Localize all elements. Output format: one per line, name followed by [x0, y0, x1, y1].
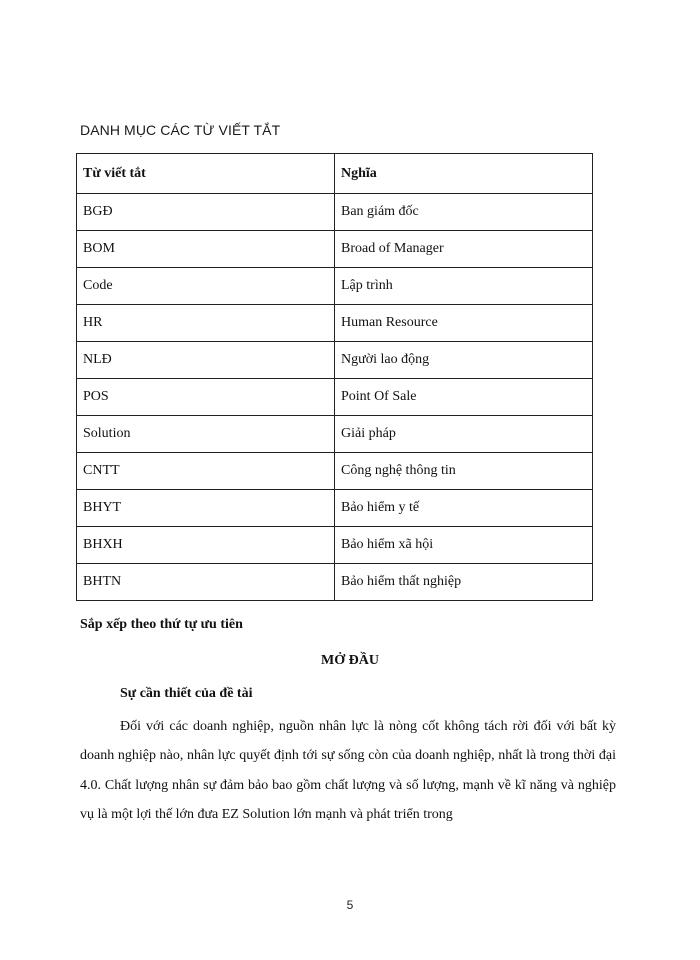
- subsection-title: Sự cần thiết của đề tài: [120, 686, 253, 701]
- table-row: [77, 305, 593, 342]
- column-header-abbreviation: Từ viết tắt: [77, 154, 335, 194]
- abbreviation-cell: HR: [77, 305, 335, 342]
- abbreviation-cell: Code: [77, 268, 335, 305]
- table-row: [77, 564, 593, 601]
- abbreviation-cell: BGĐ: [77, 194, 335, 231]
- table-row: [77, 231, 593, 268]
- abbreviation-list-heading: DANH MỤC CÁC TỪ VIẾT TẮT: [80, 122, 281, 138]
- sort-order-note: Sắp xếp theo thứ tự ưu tiên: [80, 617, 243, 632]
- abbreviation-cell: Solution: [77, 416, 335, 453]
- meaning-cell: Ban giám đốc: [335, 194, 593, 231]
- abbreviation-table: [76, 153, 593, 601]
- abbreviation-cell: CNTT: [77, 453, 335, 490]
- table-row: [77, 194, 593, 231]
- meaning-cell: Point Of Sale: [335, 379, 593, 416]
- abbreviation-cell: POS: [77, 379, 335, 416]
- meaning-cell: Bảo hiểm xã hội: [335, 527, 593, 564]
- table-row: [77, 453, 593, 490]
- meaning-cell: Human Resource: [335, 305, 593, 342]
- meaning-cell: Broad of Manager: [335, 231, 593, 268]
- table-row: [77, 527, 593, 564]
- table-header-row: [77, 154, 593, 194]
- abbreviation-cell: BOM: [77, 231, 335, 268]
- table-row: [77, 416, 593, 453]
- column-header-meaning: Nghĩa: [335, 154, 593, 194]
- table-row: [77, 268, 593, 305]
- meaning-cell: Người lao động: [335, 342, 593, 379]
- abbreviation-cell: BHTN: [77, 564, 335, 601]
- meaning-cell: Công nghệ thông tin: [335, 453, 593, 490]
- meaning-cell: Giải pháp: [335, 416, 593, 453]
- page-number: 5: [346, 898, 354, 912]
- table-row: [77, 379, 593, 416]
- table-row: [77, 490, 593, 527]
- body-paragraph: Đối với các doanh nghiệp, nguồn nhân lực là nòng cốt không tách rời đối với bất kỳ doanh nghiệp nào, nhân lực quyết định tới sự sống còn của doanh nghiệp, nhất là trong thời đại 4.0. Chất lượng nhân sự đảm bảo bao gồm chất lượng và số lượng, mạnh về kĩ năng và nghiệp vụ là một lợi thế lớn đưa EZ Solution lớn mạnh và phát triển trong: [80, 719, 616, 822]
- section-title: MỞ ĐẦU: [321, 653, 379, 668]
- abbreviation-cell: BHXH: [77, 527, 335, 564]
- abbreviation-cell: NLĐ: [77, 342, 335, 379]
- meaning-cell: Bảo hiểm y tế: [335, 490, 593, 527]
- meaning-cell: Lập trình: [335, 268, 593, 305]
- meaning-cell: Bảo hiểm thất nghiệp: [335, 564, 593, 601]
- table-row: [77, 342, 593, 379]
- abbreviation-cell: BHYT: [77, 490, 335, 527]
